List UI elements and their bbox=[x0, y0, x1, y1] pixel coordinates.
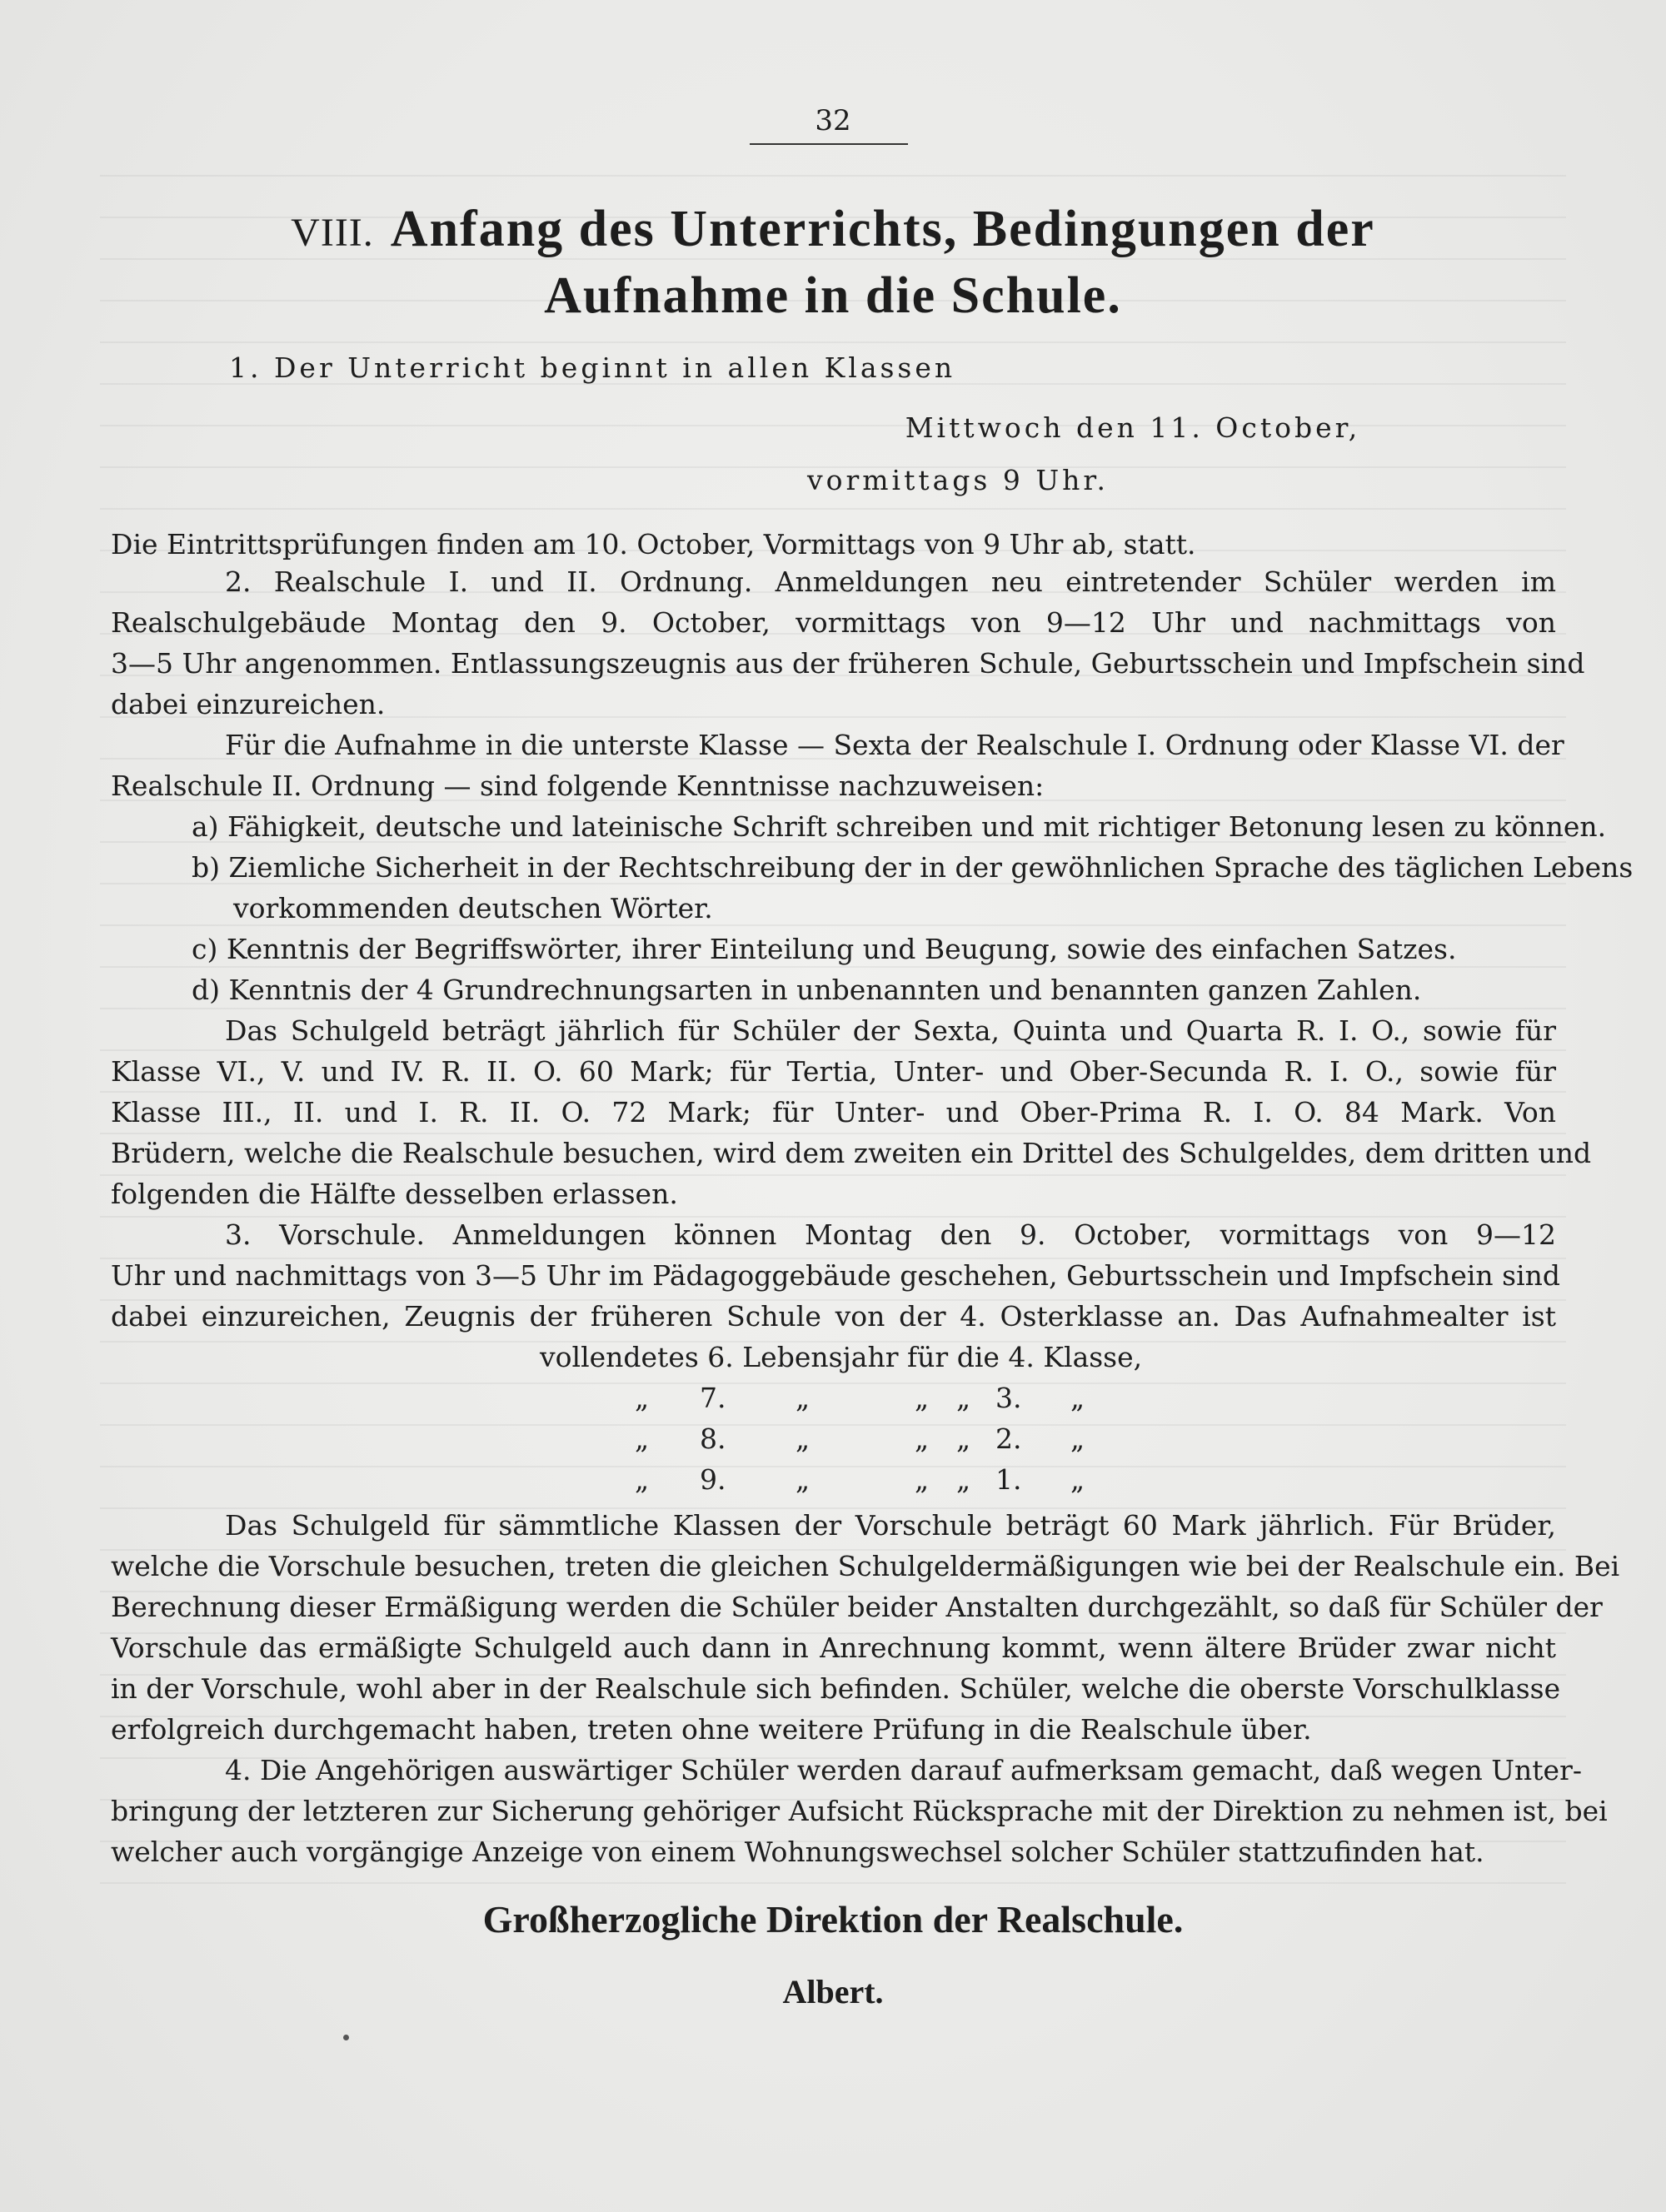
ditto-mark: „ bbox=[956, 1422, 971, 1455]
ditto-mark: „ bbox=[956, 1382, 971, 1414]
section3-line: Uhr und nachmittags von 3—5 Uhr im Pädagoggebäude geschehen, Geburtsschein und Impfschein sind bbox=[111, 1259, 1561, 1292]
page-number-rule bbox=[750, 143, 908, 145]
section3-fees-line: Das Schulgeld für sämmtliche Klassen der Vorschule beträgt 60 Mark jährlich. Für Brüder, bbox=[225, 1509, 1556, 1542]
section-heading-line-1 bbox=[0, 200, 1666, 259]
section2-line: Für die Aufnahme in die unterste Klasse — Sexta der Realschule I. Ordnung oder Klasse VI. der bbox=[225, 729, 1564, 761]
requirement-item: d) Kenntnis der 4 Grundrechnungsarten in unbenannten und benannten ganzen Zahlen. bbox=[192, 974, 1422, 1006]
section2-line: Realschule II. Ordnung — sind folgende Kenntnisse nachzuweisen: bbox=[111, 770, 1045, 802]
class-value: 2. bbox=[995, 1422, 1022, 1455]
ditto-mark: „ bbox=[796, 1422, 811, 1455]
class-value: 3. bbox=[995, 1382, 1022, 1414]
section2-line: 2. Realschule I. und II. Ordnung. Anmeldungen neu eintretender Schüler werden im bbox=[225, 565, 1556, 598]
section4-line: 4. Die Angehörigen auswärtiger Schüler werden darauf aufmerksam gemacht, daß wegen Unter- bbox=[225, 1754, 1582, 1786]
section1-exam: Die Eintrittsprüfungen finden am 10. October, Vormittags von 9 Uhr ab, statt. bbox=[111, 528, 1196, 560]
ditto-mark: „ bbox=[796, 1463, 811, 1496]
section2-line: dabei einzureichen. bbox=[111, 688, 386, 720]
section1-time: vormittags 9 Uhr. bbox=[806, 464, 1110, 496]
section2-fees-line: Brüdern, welche die Realschule besuchen, wird dem zweiten ein Drittel des Schulgeldes, dem dritten und bbox=[111, 1137, 1592, 1169]
ditto-mark: „ bbox=[1070, 1382, 1085, 1414]
section4-line: welcher auch vorgängige Anzeige von einem Wohnungswechsel solcher Schüler stattzufinden hat. bbox=[111, 1836, 1484, 1868]
signatory-name: Albert. bbox=[782, 1973, 884, 2010]
section2-line: Realschulgebäude Montag den 9. October, vormittags von 9—12 Uhr und nachmittags von bbox=[111, 606, 1556, 639]
section2-fees-line: Das Schulgeld beträgt jährlich für Schüler der Sexta, Quinta und Quarta R. I. O., sowie für bbox=[225, 1014, 1556, 1047]
section3-fees-line: Berechnung dieser Ermäßigung werden die Schüler beider Anstalten durchgezählt, so daß für Schüler der bbox=[111, 1591, 1603, 1623]
ditto-mark: „ bbox=[915, 1422, 930, 1455]
section3-age-first: vollendetes 6. Lebensjahr für die 4. Klasse, bbox=[540, 1341, 1143, 1373]
section2-fees-line: folgenden die Hälfte desselben erlassen. bbox=[111, 1178, 678, 1210]
section1-intro: 1. Der Unterricht beginnt in allen Klassen bbox=[229, 351, 956, 384]
ditto-mark: „ bbox=[796, 1382, 811, 1414]
class-value: 1. bbox=[995, 1463, 1022, 1496]
section3-fees-line: in der Vorschule, wohl aber in der Realschule sich befinden. Schüler, welche die oberste Vorschulklasse bbox=[111, 1672, 1561, 1705]
ditto-mark: „ bbox=[635, 1422, 650, 1455]
section3-fees-line: erfolgreich durchgemacht haben, treten ohne weitere Prüfung in die Realschule über. bbox=[111, 1713, 1312, 1746]
section-numeral: VIII. bbox=[291, 211, 374, 255]
section4-line: bringung der letzteren zur Sicherung gehöriger Aufsicht Rücksprache mit der Direktion zu nehmen ist, bei bbox=[111, 1795, 1608, 1827]
issuing-authority: Großherzogliche Direktion der Realschule. bbox=[482, 1898, 1184, 1940]
ditto-mark: „ bbox=[915, 1463, 930, 1496]
section3-fees-line: Vorschule das ermäßigte Schulgeld auch dann in Anrechnung kommt, wenn ältere Brüder zwar nicht bbox=[111, 1632, 1556, 1664]
requirement-item: c) Kenntnis der Begriffswörter, ihrer Einteilung und Beugung, sowie des einfachen Satzes. bbox=[192, 933, 1457, 965]
section2-fees-line: Klasse VI., V. und IV. R. II. O. 60 Mark; für Tertia, Unter- und Ober-Secunda R. I. O., sowie für bbox=[111, 1055, 1556, 1088]
page-number: 32 bbox=[815, 104, 851, 137]
heading-text-1: Anfang des Unterrichts, Bedingungen der bbox=[390, 201, 1375, 257]
section3-line: dabei einzureichen, Zeugnis der früheren Schule von der 4. Osterklasse an. Das Aufnahmealter ist bbox=[111, 1300, 1556, 1333]
section3-fees-line: welche die Vorschule besuchen, treten die gleichen Schulgeldermäßigungen wie bei der Realschule ein. Bei bbox=[111, 1550, 1620, 1582]
age-value: 7. bbox=[700, 1382, 726, 1414]
requirement-item-continued: vorkommenden deutschen Wörter. bbox=[233, 892, 713, 924]
section2-line: 3—5 Uhr angenommen. Entlassungszeugnis aus der früheren Schule, Geburtsschein und Impfschein sind bbox=[111, 647, 1585, 680]
ditto-mark: „ bbox=[1070, 1463, 1085, 1496]
requirement-item: a) Fähigkeit, deutsche und lateinische Schrift schreiben und mit richtiger Betonung lesen zu können. bbox=[192, 810, 1607, 843]
section3-line: 3. Vorschule. Anmeldungen können Montag den 9. October, vormittags von 9—12 bbox=[225, 1218, 1556, 1251]
section-heading-line-2: Aufnahme in die Schule. bbox=[544, 267, 1122, 324]
print-speck bbox=[343, 2035, 349, 2040]
age-value: 9. bbox=[700, 1463, 726, 1496]
section1-date: Mittwoch den 11. October, bbox=[905, 411, 1361, 444]
ditto-mark: „ bbox=[956, 1463, 971, 1496]
ditto-mark: „ bbox=[1070, 1422, 1085, 1455]
ditto-mark: „ bbox=[635, 1463, 650, 1496]
requirement-item: b) Ziemliche Sicherheit in der Rechtschreibung der in der gewöhnlichen Sprache des täglichen Lebens bbox=[192, 851, 1634, 884]
ditto-mark: „ bbox=[915, 1382, 930, 1414]
age-value: 8. bbox=[700, 1422, 726, 1455]
section2-fees-line: Klasse III., II. und I. R. II. O. 72 Mark; für Unter- und Ober-Prima R. I. O. 84 Mark. Von bbox=[111, 1096, 1556, 1128]
ditto-mark: „ bbox=[635, 1382, 650, 1414]
